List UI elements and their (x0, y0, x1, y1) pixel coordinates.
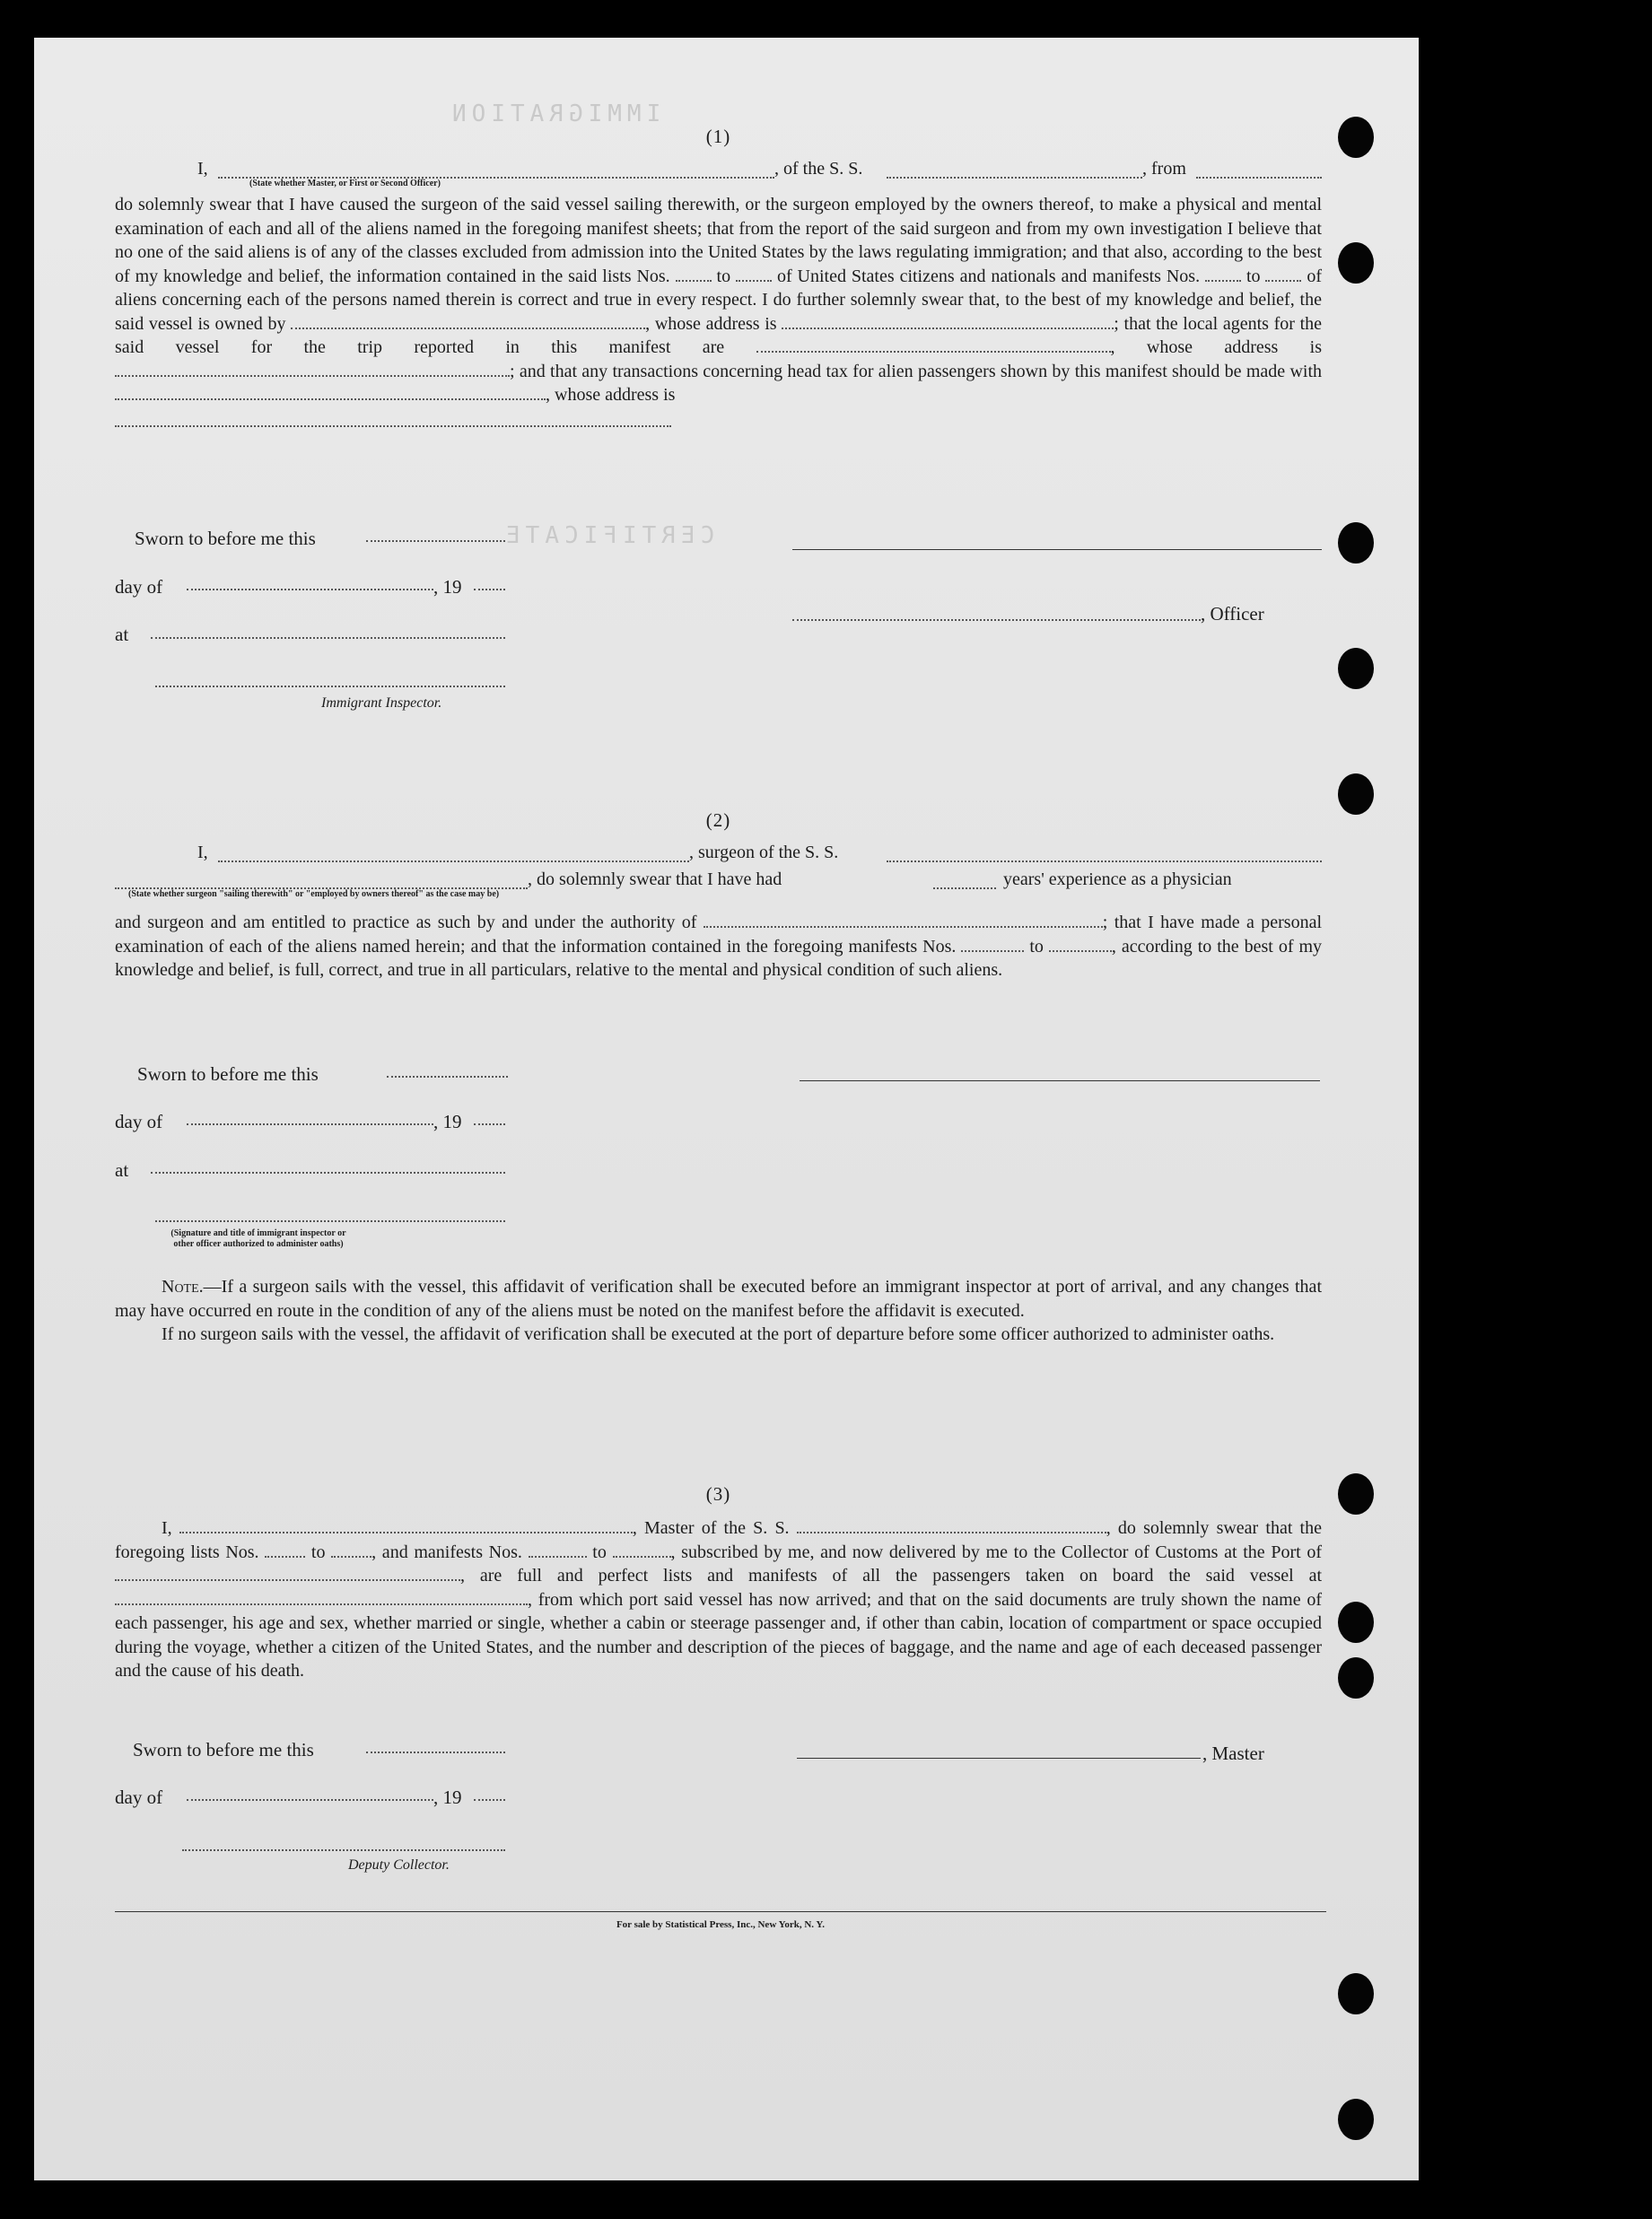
oath-line-1: I, , of the S. S. , from (115, 159, 1322, 179)
list-from-field[interactable] (265, 1542, 305, 1558)
section-3 (115, 1483, 1322, 1683)
head-tax-agent-field[interactable] (115, 384, 546, 400)
surgeon-signature-line[interactable] (800, 1080, 1320, 1081)
note-paragraph-2: If no surgeon sails with the vessel, the affidavit of verification shall be executed at the port of departure before some officer authorized to administer oaths. (162, 1324, 1275, 1344)
authority-field[interactable] (704, 912, 1103, 928)
bleed-through-stamp: CERTIFICATE (501, 522, 715, 549)
ship-name-field[interactable] (887, 162, 1142, 179)
sworn-label: Sworn to before me this (133, 1739, 314, 1760)
at-field[interactable] (151, 637, 505, 639)
sworn-date-field[interactable] (366, 540, 505, 542)
master-ship-field[interactable] (797, 1517, 1106, 1533)
form-page (34, 38, 1419, 2180)
signature-caption: (Signature and title of immigrant inspector or other officer authorized to administer oaths) (170, 1228, 346, 1249)
at-label: at (115, 1159, 129, 1181)
inspector-title: Immigrant Inspector. (321, 695, 442, 711)
section-2 (115, 809, 1322, 983)
year-label: , 19 (433, 1111, 462, 1132)
port-of-field[interactable] (115, 1565, 460, 1581)
list-to-field[interactable] (331, 1542, 371, 1558)
surgeon-status-field[interactable] (115, 873, 528, 889)
bleed-through-stamp: IMMIGRATION (447, 100, 661, 127)
section-number: (1) (705, 126, 731, 147)
officer-signature-line[interactable] (792, 549, 1322, 550)
day-of-label: day of (115, 576, 163, 598)
deputy-collector-title: Deputy Collector. (348, 1857, 450, 1873)
owner-address-field[interactable] (782, 313, 1114, 329)
surgeon-ship-field[interactable] (887, 846, 1322, 862)
from-port-field[interactable] (1196, 162, 1322, 179)
manifest-from-field[interactable] (1205, 266, 1241, 282)
head-tax-address-field[interactable] (115, 411, 671, 427)
agents-field[interactable] (756, 336, 1111, 353)
manifest-from-field[interactable] (529, 1542, 587, 1558)
binder-hole (1338, 242, 1374, 284)
binder-hole (1338, 2099, 1374, 2140)
surgeon-paragraph: and surgeon and am entitled to practice as such by and under the authority of ; that I have made a personal examination of each of the aliens named herein; and that the information contained in the foregoing manifests Nos. to , according to the best of my knowledge and belief, is full, correct, and true in all particulars, relative to the mental and physical condition of such aliens. (115, 913, 1323, 980)
note-paragraph: Note.—If a surgeon sails with the vessel, this affidavit of verification shall be executed before an immigrant inspector at port of arrival, and any changes that may have occurred en route in the condition of any of the aliens must be noted on the manifest before the affidavit is executed. (115, 1277, 1322, 1321)
day-of-label: day of (115, 1111, 163, 1132)
binder-hole (1338, 1657, 1374, 1699)
officer-caption: (State whether Master, or First or Second Officer) (249, 179, 441, 188)
note-block (115, 1275, 1322, 1347)
sworn-date-field[interactable] (366, 1752, 505, 1753)
master-name-field[interactable] (179, 1517, 633, 1533)
binder-hole (1338, 773, 1374, 815)
year-field[interactable] (474, 589, 505, 590)
year-field[interactable] (474, 1123, 505, 1125)
footer-rule (115, 1911, 1326, 1912)
at-field[interactable] (151, 1172, 505, 1174)
sworn-date-field[interactable] (387, 1076, 508, 1078)
agents-address-field[interactable] (115, 361, 510, 377)
binder-hole (1338, 522, 1374, 563)
manifest-from-field[interactable] (961, 936, 1024, 952)
manifest-to-field[interactable] (1265, 266, 1301, 282)
day-of-field[interactable] (187, 589, 433, 590)
list-from-field[interactable] (676, 266, 712, 282)
year-label: , 19 (433, 1787, 462, 1808)
oath-paragraph-1: do solemnly swear that I have caused the surgeon of the said vessel sailing therewith, or the surgeon employed by the owners thereof, to make a physical and mental examination of each and all of the aliens named in the foregoing manifest sheets; that from the report of the said surgeon and from my own investigation I believe that no one of the said aliens is of any of the classes excluded from admission into the United States by the laws regulating immigration; and that also, according to the best of my knowledge and belief, the information contained in the said lists Nos. to of United States citizens and nationals and manifests Nos. to of aliens concerning each of the persons named therein is correct and true in every respect. I do further solemnly swear that, to the best of my knowledge and belief, the said vessel is owned by , whose address is ; that the local agents for the said vessel for the trip reported in this manifest are , whose address is ; and that any transactions concerning head tax for alien passengers shown by this manifest should be made with , whose address is (115, 195, 1323, 405)
binder-hole (1338, 1973, 1374, 2014)
owner-field[interactable] (291, 313, 645, 329)
surgeon-name-field[interactable] (218, 846, 689, 862)
officer-title-field[interactable] (792, 619, 1201, 621)
section-number: (3) (705, 1483, 731, 1505)
collector-signature-line[interactable] (182, 1849, 505, 1851)
printer-imprint: For sale by Statistical Press, Inc., New York, N. Y. (616, 1919, 826, 1930)
boarding-port-field[interactable] (115, 1589, 528, 1605)
binder-hole (1338, 648, 1374, 689)
at-label: at (115, 624, 129, 645)
years-experience-field[interactable] (933, 873, 996, 889)
section-1 (115, 126, 1322, 432)
day-of-field[interactable] (187, 1123, 433, 1125)
binder-hole (1338, 1602, 1374, 1643)
officer-label: , Officer (1201, 603, 1264, 625)
inspector-signature-line[interactable] (155, 686, 505, 687)
binder-hole (1338, 117, 1374, 158)
list-to-field[interactable] (736, 266, 772, 282)
year-label: , 19 (433, 576, 462, 598)
day-of-field[interactable] (187, 1799, 433, 1801)
master-label: , Master (1202, 1743, 1264, 1764)
officer-name-field[interactable] (218, 162, 774, 179)
manifest-to-field[interactable] (613, 1542, 671, 1558)
surgeon-line-2: , do solemnly swear that I have had years' experience as a physician (115, 869, 1322, 889)
binder-hole (1338, 1473, 1374, 1515)
year-field[interactable] (474, 1799, 505, 1801)
manifest-to-field[interactable] (1049, 936, 1112, 952)
sworn-label: Sworn to before me this (135, 528, 316, 549)
master-signature-line[interactable] (797, 1758, 1201, 1759)
sworn-label: Sworn to before me this (137, 1063, 319, 1085)
inspector-signature-line[interactable] (155, 1220, 505, 1222)
day-of-label: day of (115, 1787, 163, 1808)
master-paragraph: I, , Master of the S. S. , do solemnly swear that the foregoing lists Nos. to , and manifests Nos. to , subscribed by me, and now delivered by me to the Collector of Customs at the Port of , are full and perfect lists and manifests of all the passengers taken on board the said vessel at , from which port said vessel has now arrived; and that on the said documents are truly shown the name of each passenger, his age and sex, whether married or single, whether a cabin or steerage passenger and, if other than cabin, location of compartment or space occupied during the voyage, whether a citizen of the United States, and the number and description of the pieces of baggage, and the name and age of each deceased passenger and the cause of his death. (115, 1518, 1323, 1681)
section-number: (2) (705, 809, 731, 831)
surgeon-caption: (State whether surgeon "sailing therewith" or "employed by owners thereof" as the case may be) (128, 889, 500, 899)
surgeon-line-1: I, , surgeon of the S. S. (115, 843, 1322, 862)
